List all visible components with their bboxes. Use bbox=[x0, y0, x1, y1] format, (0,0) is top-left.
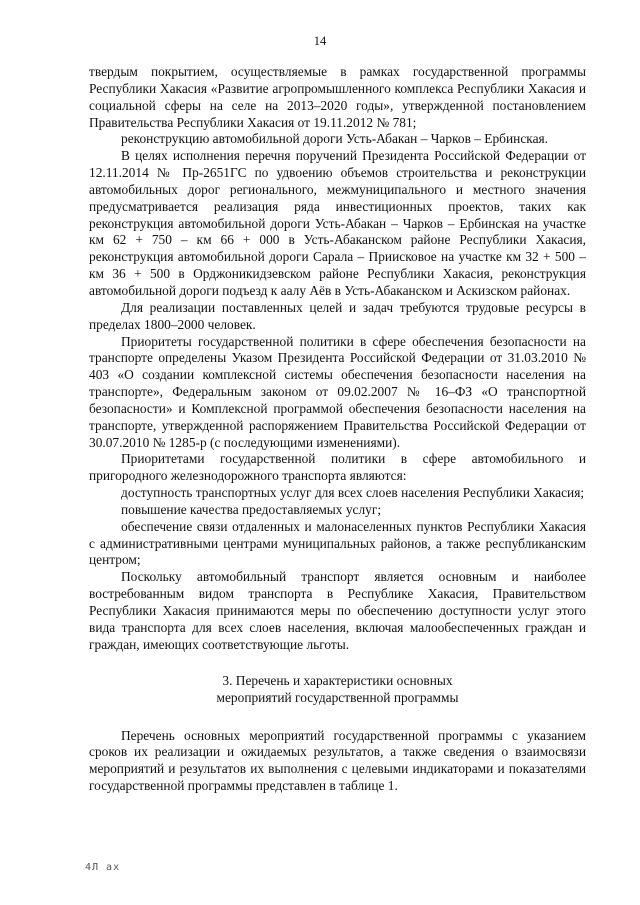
list-item-accessibility: доступность транспортных услуг для всех слоев населения Республики Хакасия; bbox=[121, 485, 585, 501]
section-heading bbox=[89, 672, 586, 706]
list-item-remote-connectivity: обеспечение связи отдаленных и малонаселенных пунктов Республики Хакасия с административными центрами муниципальных районов, а также республиканским центром; bbox=[89, 518, 586, 568]
section-heading-line2: мероприятий государственной программы bbox=[216, 689, 459, 705]
paragraph-transport-security-priorities: Приоритеты государственной политики в сфере обеспечения безопасности на транспорте определены Указом Президента Российской Федерации от 31.03.2010 № 403 «О создании комплексной системы обеспечения безопасности населения на транспорте», Федеральным законом от 09.02.2007 № 16–ФЗ «О транспортной безопасности» и Комплексной программой обеспечения безопасности населения на транспорте, утвержденной распоряжением Правительства Российской Федерации от 30.07.2010 № 1285-р (с последующими изменениями). bbox=[89, 333, 586, 450]
paragraph-continuation: твердым покрытием, осуществляемые в рамках государственной программы Республики Хакасия «Развитие агропромышленного комплекса Республики Хакасия и социальной сферы на селе на 2013–2020 годы», утвержденной постановлением Правительства Республики Хакасия от 19.11.2012 № 781; bbox=[89, 64, 586, 130]
list-item-service-quality: повышение качества предоставляемых услуг; bbox=[121, 501, 382, 517]
document-body bbox=[89, 64, 586, 795]
paragraph-reconstruction-ust-abakan: реконструкцию автомобильной дороги Усть-Абакан – Чарков – Ербинская. bbox=[121, 131, 549, 147]
paragraph-policy-priorities-intro: Приоритетами государственной политики в сфере автомобильного и пригородного железнодорожного транспорта являются: bbox=[89, 451, 586, 484]
paragraph-labor-resources: Для реализации поставленных целей и задач требуются трудовые ресурсы в пределах 1800–2000 человек. bbox=[89, 299, 586, 332]
section-heading-line1: 3. Перечень и характеристики основных bbox=[222, 672, 453, 688]
paragraph-road-transport-measures: Поскольку автомобильный транспорт является основным и наиболее востребованным видом транспорта в Республике Хакасия, Правительством Республики Хакасия принимаются меры по обеспечению доступности услуг этого вида транспорта для всех слоев населения, включая малообеспеченных граждан и граждан, имеющих соответствующие льготы. bbox=[89, 569, 586, 652]
page-number: 14 bbox=[313, 34, 327, 48]
paragraph-presidential-instructions: В целях исполнения перечня поручений Президента Российской Федерации от 12.11.2014 № Пр-2651ГС по удвоению объемов строительства и реконструкции автомобильных дорог регионального, межмуниципального и местного значения предусматривается реализация ряда инвестиционных проектов, таких как реконструкция автомобильной дороги Усть-Абакан – Чарков – Ербинская на участке км 62 + 750 – км 66 + 000 в Усть-Абаканском районе Республики Хакасия, реконструкция автомобильной дороги Сарала – Приисковое на участке км 32 + 500 – км 36 + 500 в Орджоникидзевском районе Республики Хакасия, реконструкция автомобильной дороги подъезд к аалу Аёв в Усть-Абаканском и Аскизском районах. bbox=[89, 148, 586, 298]
paragraph-table-reference: Перечень основных мероприятий государственной программы с указанием сроков их реализации и ожидаемых результатов, а также сведения о взаимосвязи мероприятий и результатов их выполнения с целевыми индикаторами и показателями государственной программы представлен в таблице 1. bbox=[89, 727, 586, 794]
footer-code: 4Л ax bbox=[85, 862, 121, 873]
